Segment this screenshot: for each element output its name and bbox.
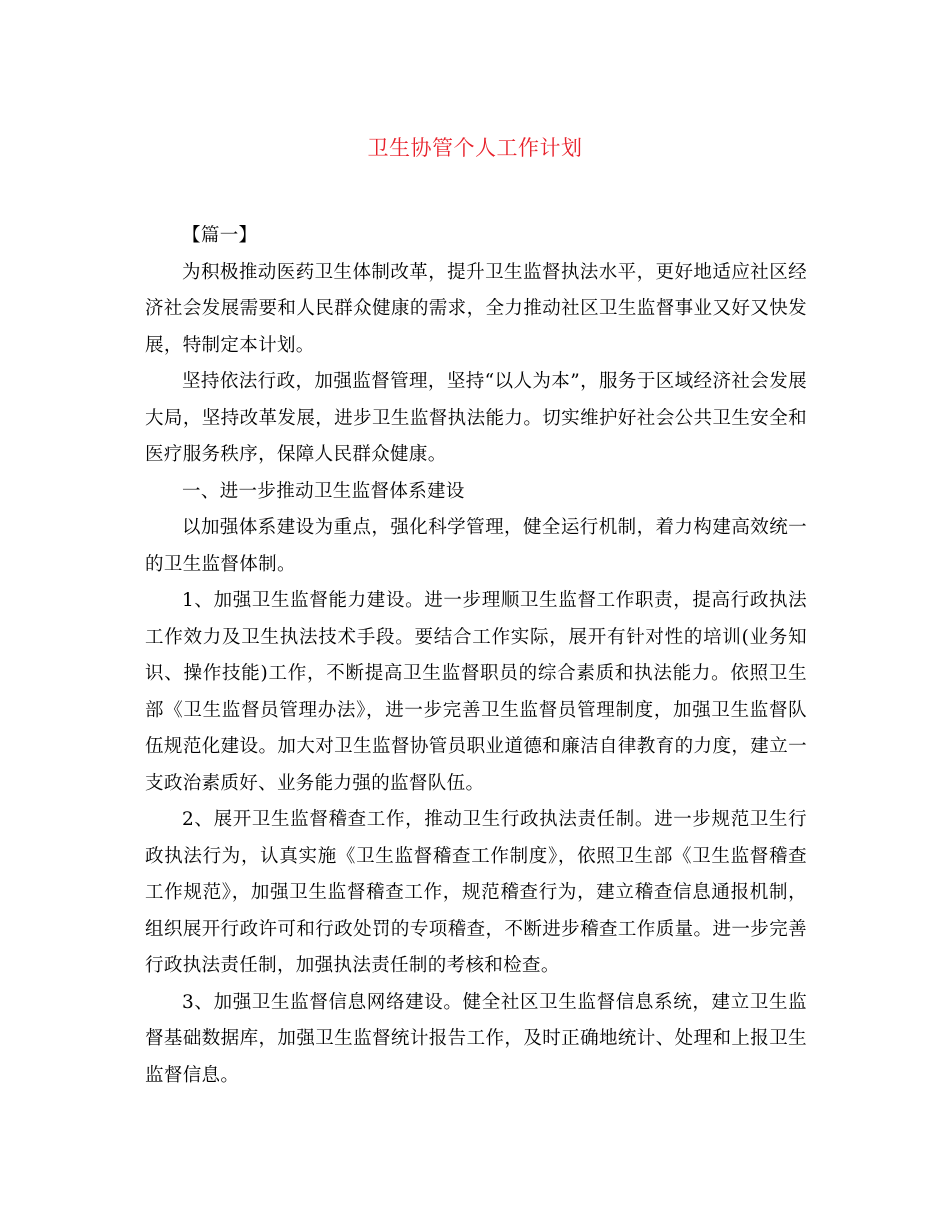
document-title: 卫生协管个人工作计划 [367, 136, 583, 160]
paragraph-system-focus: 以加强体系建设为重点，强化科学管理，健全运行机制，着力构建高效统一的卫生监督体制。 [145, 517, 807, 575]
paragraph-item-3: 3、加强卫生监督信息网络建设。健全社区卫生监督信息系统，建立卫生监督基础数据库，加强卫生监督统计报告工作，及时正确地统计、处理和上报卫生监督信息。 [145, 991, 807, 1086]
paragraph-item-2: 2、展开卫生监督稽查工作，推动卫生行政执法责任制。进一步规范卫生行政执法行为，认真实施《卫生监督稽查工作制度》，依照卫生部《卫生监督稽查工作规范》，加强卫生监督稽查工作，规范稽查行为，建立稽查信息通报机制，组织展开行政许可和行政处罚的专项稽查，不断进步稽查工作质量。进一步完善行政执法责任制，加强执法责任制的考核和检查。 [145, 809, 807, 976]
paragraph-intro: 为积极推动医药卫生体制改革，提升卫生监督执法水平，更好地适应社区经济社会发展需要和人民群众健康的需求，全力推动社区卫生监督事业又好又快发展，特制定本计划。 [145, 261, 807, 356]
paragraph-principles: 坚持依法行政，加强监督管理，坚持“以人为本”，服务于区域经济社会发展大局，坚持改革发展，进步卫生监督执法能力。切实维护好社会公共卫生安全和医疗服务秩序，保障人民群众健康。 [145, 371, 807, 465]
paragraph-item-1: 1、加强卫生监督能力建设。进一步理顺卫生监督工作职责，提高行政执法工作效力及卫生执法技术手段。要结合工作实际，展开有针对性的培训(业务知识、操作技能)工作，不断提高卫生监督职员的综合素质和执法能力。依照卫生部《卫生监督员管理办法》，进一步完善卫生监督员管理制度，加强卫生监督队伍规范化建设。加大对卫生监督协管员职业道德和廉洁自律教育的力度，建立一支政治素质好、业务能力强的监督队伍。 [145, 590, 807, 794]
section-heading-part-one: 【篇一】 [182, 225, 258, 246]
section-heading-system-building: 一、进一步推动卫生监督体系建设 [182, 480, 465, 502]
document-body [145, 218, 807, 1094]
